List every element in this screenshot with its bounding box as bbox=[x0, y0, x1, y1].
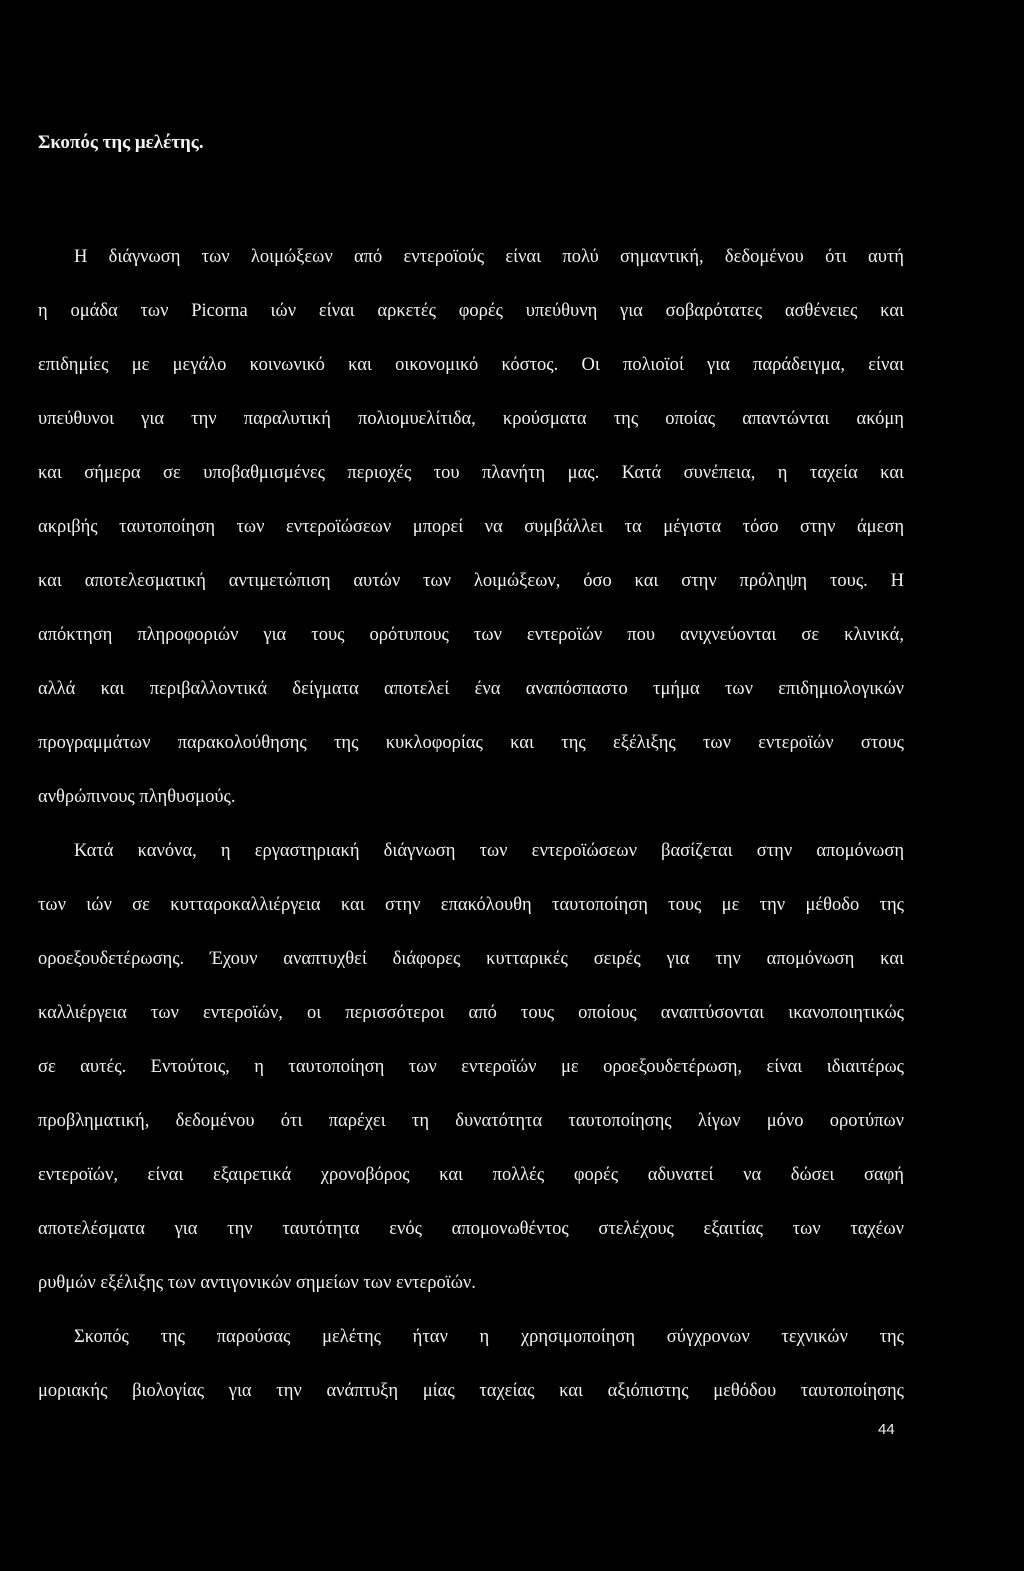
text-line: Η διάγνωση των λοιμώξεων από εντεροϊούς είναι πολύ σημαντική, δεδομένου ότι αυτή bbox=[74, 247, 904, 267]
text-line: Σκοπός της παρούσας μελέτης ήταν η χρησιμοποίηση σύγχρονων τεχνικών της bbox=[74, 1327, 904, 1347]
text-line: ανθρώπινους πληθυσμούς. bbox=[38, 787, 236, 807]
page-number: 44 bbox=[878, 1421, 895, 1438]
text-line: αλλά και περιβαλλοντικά δείγματα αποτελεί ένα αναπόσπαστο τμήμα των επιδημιολογικών bbox=[38, 679, 904, 699]
text-line: μοριακής βιολογίας για την ανάπτυξη μίας ταχείας και αξιόπιστης μεθόδου ταυτοποίησης bbox=[38, 1381, 904, 1401]
section-heading: Σκοπός της μελέτης. bbox=[38, 132, 204, 153]
text-line: ακριβής ταυτοποίηση των εντεροϊώσεων μπορεί να συμβάλλει τα μέγιστα τόσο στην άμεση bbox=[38, 517, 904, 537]
paragraph-3 bbox=[38, 1310, 904, 1418]
text-line: υπεύθυνοι για την παραλυτική πολιομυελίτιδα, κρούσματα της οποίας απαντώνται ακόμη bbox=[38, 409, 904, 429]
text-line: προγραμμάτων παρακολούθησης της κυκλοφορίας και της εξέλιξης των εντεροϊών στους bbox=[38, 733, 904, 753]
text-line: Κατά κανόνα, η εργαστηριακή διάγνωση των εντεροϊώσεων βασίζεται στην απομόνωση bbox=[74, 841, 904, 861]
text-line: των ιών σε κυτταροκαλλιέργεια και στην επακόλουθη ταυτοποίηση τους με την μέθοδο της bbox=[38, 895, 904, 915]
text-line: η ομάδα των Picorna ιών είναι αρκετές φορές υπεύθυνη για σοβαρότατες ασθένειες και bbox=[38, 301, 904, 321]
paragraph-2 bbox=[38, 824, 904, 1310]
text-line: καλλιέργεια των εντεροϊών, οι περισσότεροι από τους οποίους αναπτύσονται ικανοποιητικώς bbox=[38, 1003, 904, 1023]
text-line: αποτελέσματα για την ταυτότητα ενός απομονωθέντος στελέχους εξαιτίας των ταχέων bbox=[38, 1219, 904, 1239]
text-line: και αποτελεσματική αντιμετώπιση αυτών των λοιμώξεων, όσο και στην πρόληψη τους. Η bbox=[38, 571, 904, 591]
text-line: ρυθμών εξέλιξης των αντιγονικών σημείων των εντεροϊών. bbox=[38, 1273, 476, 1293]
text-line: επιδημίες με μεγάλο κοινωνικό και οικονομικό κόστος. Οι πολιοϊοί για παράδειγμα, είναι bbox=[38, 355, 904, 375]
text-line: απόκτηση πληροφοριών για τους ορότυπους των εντεροϊών που ανιχνεύονται σε κλινικά, bbox=[38, 625, 904, 645]
text-line: εντεροϊών, είναι εξαιρετικά χρονοβόρος και πολλές φορές αδυνατεί να δώσει σαφή bbox=[38, 1165, 904, 1185]
text-line: σε αυτές. Εντούτοις, η ταυτοποίηση των εντεροϊών με οροεξουδετέρωση, είναι ιδιαιτέρως bbox=[38, 1057, 904, 1077]
text-line: και σήμερα σε υποβαθμισμένες περιοχές του πλανήτη μας. Κατά συνέπεια, η ταχεία και bbox=[38, 463, 904, 483]
paragraph-1 bbox=[38, 230, 904, 824]
text-line: οροεξουδετέρωσης. Έχουν αναπτυχθεί διάφορες κυτταρικές σειρές για την απομόνωση και bbox=[38, 949, 904, 969]
text-line: προβληματική, δεδομένου ότι παρέχει τη δυνατότητα ταυτοποίησης λίγων μόνο οροτύπων bbox=[38, 1111, 904, 1131]
